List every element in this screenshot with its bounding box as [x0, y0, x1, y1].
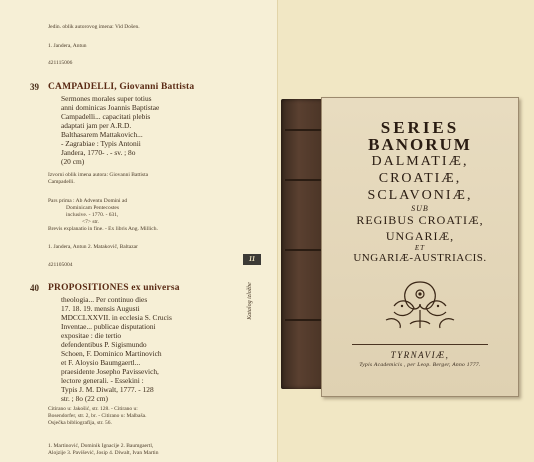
- title-line-sclavoniae: SCLAVONIÆ,: [367, 188, 473, 203]
- entry-40-line: MDCCLXXVII. in ecclesia S. Crucis: [61, 313, 172, 322]
- entry-40-line: praesidente Josepho Pavissevich,: [61, 367, 159, 376]
- entry-40-line: str. ; 8o (22 cm): [61, 394, 109, 403]
- running-title-text: Katalog izložbe: [247, 282, 253, 320]
- title-line-banorum: BANORUM: [368, 135, 472, 154]
- entry-39-line: Balthasarem Mattakovich...: [61, 130, 143, 139]
- title-line-ungariae: UNGARIÆ,: [385, 229, 455, 243]
- title-line-sub: SUB: [411, 204, 429, 213]
- title-page: [321, 97, 519, 397]
- entry-40-line: theologia... Per continuo dies: [61, 295, 148, 304]
- entry-39-pars-line: Brevis explanatio in fine. - Ex libris Ang. Millich.: [48, 226, 158, 232]
- top-note-1: Jedin. oblik autorovog imena: Vid Došen.: [48, 24, 140, 30]
- entry-40-line: 17. 18. 19. mensis Augusti: [61, 304, 140, 313]
- entry-39-pars-line: Pars prima : Ab Adventu Domini ad: [48, 198, 128, 204]
- ornament-vignette: [380, 276, 460, 334]
- entry-40-tail: [48, 443, 248, 457]
- entry-40-line: expositae : die tertio: [61, 331, 122, 340]
- title-line-series: SERIES: [380, 118, 460, 137]
- entry-40-line: et F. Aloysio Baumgaertl...: [61, 358, 141, 367]
- entry-39-body: [61, 94, 191, 166]
- imprint-city: TYRNAVIÆ,: [390, 350, 450, 360]
- entry-39-line: adaptati jam per A.R.D.: [61, 121, 132, 130]
- entry-39-pars-line: Dominicam Pentecostes: [66, 205, 120, 211]
- entry-39-line: - Zagrabiae : Typis Antonii: [61, 139, 141, 148]
- entry-39-notes: [48, 172, 248, 186]
- book-cover: [281, 99, 325, 389]
- entry-39-number: 39: [30, 82, 39, 92]
- entry-40-line: lectore generali. - Essekini :: [61, 376, 144, 385]
- running-title: [245, 270, 255, 340]
- top-note-3: 421115006: [48, 60, 73, 66]
- entry-39-line: Jandera, 1770- . - sv. ; 8o: [61, 148, 136, 157]
- title-line-regibus: REGIBUS CROATIÆ,: [356, 213, 484, 227]
- entry-40-tail-line: 1. Martinović, Dominik Ignacije 2. Baumgaertl,: [48, 443, 154, 449]
- entry-40-tail-line: Alojzije 3. Pavišević, Josip 4. Diwalt, Ivan Martin: [48, 450, 159, 456]
- book-photo: [281, 97, 521, 397]
- entry-39-line: (20 cm): [61, 157, 85, 166]
- title-line-et: ET: [414, 244, 426, 252]
- title-line-ungariae-austriacis: UNGARIÆ-AUSTRIACIS.: [353, 252, 487, 264]
- entry-39-pars-line: inclusive. - 1770. - 631,: [66, 212, 119, 218]
- entry-40-body: [61, 295, 191, 403]
- rule-line: [352, 344, 488, 345]
- entry-39-line: Sermones morales super totius: [61, 94, 152, 103]
- entry-40-note: Citirano u: Jakošić, str. 128. - Citirano u:: [48, 406, 138, 412]
- entry-39-tail-2: 421105004: [48, 262, 73, 268]
- entry-40-line: Inventae... publicae disputationi: [61, 322, 156, 331]
- imprint-detail: Typis Academicis , per Leop. Berger, Anno 1777.: [359, 362, 481, 368]
- entry-40-heading: PROPOSITIONES ex universa: [48, 283, 180, 293]
- entry-40-line: Typis J. M. Diwalt, 1777. - 128: [61, 385, 154, 394]
- entry-39-note: Izvorni oblik imena autora: Giovanni Battista: [48, 172, 149, 178]
- entry-40-number: 40: [30, 283, 39, 293]
- title-line-dalmatiae: DALMATIÆ,: [371, 154, 469, 169]
- page-number-badge: 11: [243, 254, 261, 265]
- entry-40-note: Osječka bibliografija, str. 56.: [48, 420, 112, 426]
- entry-40-note: Bosendorfer, str. 2, br. - Citirano u: Malbaša.: [48, 413, 147, 419]
- entry-39-line: anni dominicas Joannis Baptistae: [61, 103, 160, 112]
- entry-39-note: Campadelli.: [48, 179, 75, 185]
- entry-39-tail-1: 1. Jandera, Antun 2. Matakovič, Baltazar: [48, 244, 138, 250]
- entry-40-notes: [48, 406, 248, 427]
- title-line-croatiae: CROATIÆ,: [378, 171, 462, 186]
- entry-39-pars: [48, 198, 248, 233]
- entry-40-line: defendentibus P. Sigismundo: [61, 340, 147, 349]
- entry-39-pars-line: <7> str.: [82, 219, 99, 225]
- entry-39-line: Campadelli... capacitati plebis: [61, 112, 151, 121]
- entry-40-line: Schoen, F. Dominico Martinovich: [61, 349, 162, 358]
- entry-39-heading: CAMPADELLI, Giovanni Battista: [48, 82, 195, 92]
- top-note-2: 1. Jandera, Antun: [48, 43, 87, 49]
